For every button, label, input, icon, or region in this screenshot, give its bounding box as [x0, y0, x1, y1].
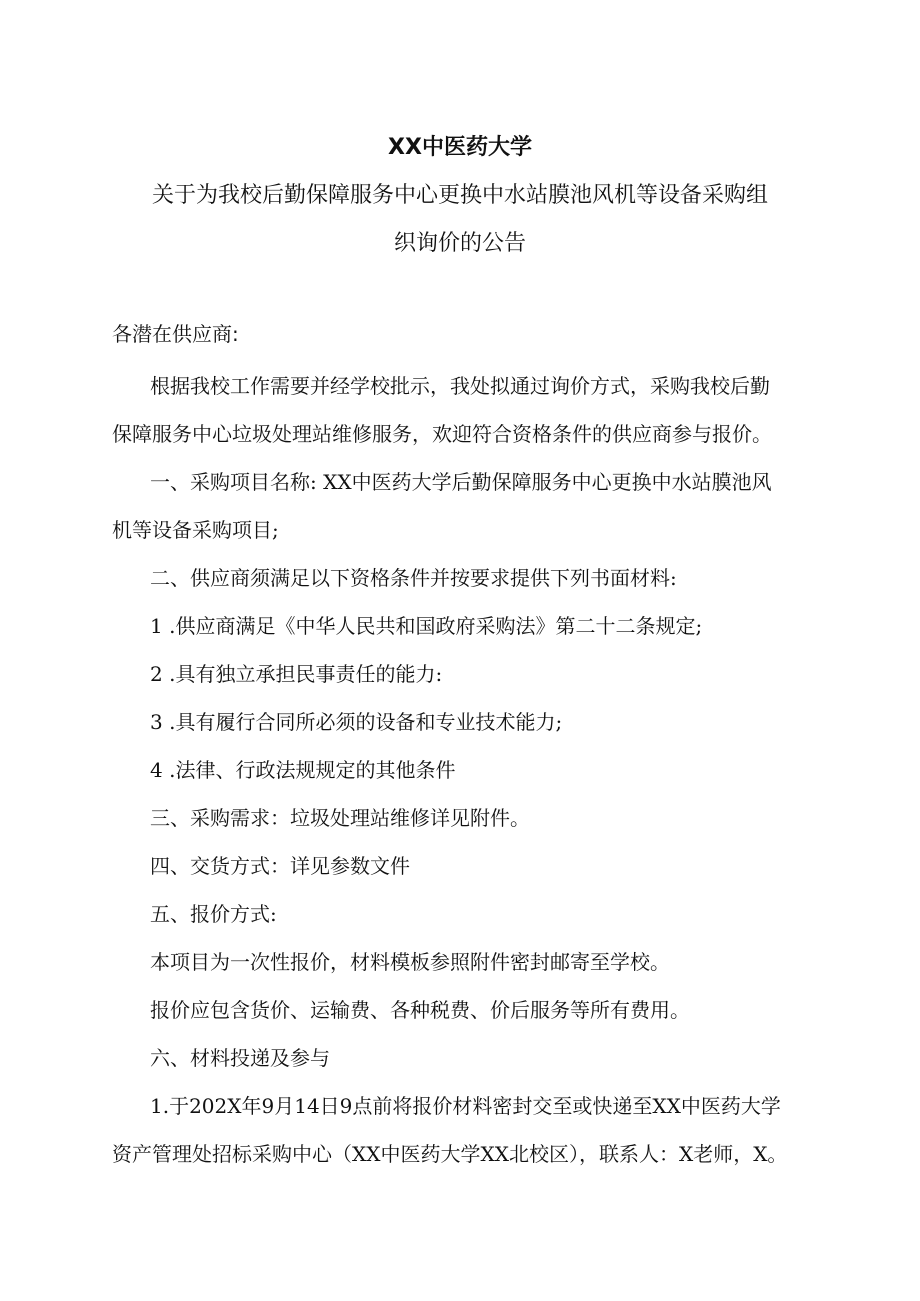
paragraph-line: 资产管理处招标采购中心（XX中医药大学XX北校区），联系人：X老师，X。	[112, 1142, 788, 1166]
paragraph-line: 机等设备采购项目;	[112, 518, 279, 542]
list-item: 1 .供应商满足《中华人民共和国政府采购法》第二十二条规定;	[150, 614, 703, 638]
title-line-3: 织询价的公告	[393, 231, 526, 256]
list-item: 3 .具有履行合同所必须的设备和专业技术能力;	[150, 710, 563, 734]
salutation: 各潜在供应商:	[112, 322, 239, 346]
paragraph-line: 三、采购需求：垃圾处理站维修详见附件。	[150, 806, 530, 830]
paragraph-line: 六、材料投递及参与	[150, 1046, 330, 1070]
paragraph-line: 本项目为一次性报价，材料模板参照附件密封邮寄至学校。	[150, 950, 670, 974]
list-item: 1.于202X年9月14日9点前将报价材料密封交至或快递至XX中医药大学	[150, 1094, 781, 1118]
title-line-1: XX中医药大学	[388, 135, 532, 160]
paragraph-line: 根据我校工作需要并经学校批示，我处拟通过询价方式，采购我校后勤	[150, 374, 770, 398]
paragraph-line: 一、采购项目名称: XX中医药大学后勤保障服务中心更换中水站膜池风	[150, 470, 772, 494]
title-line-2: 关于为我校后勤保障服务中心更换中水站膜池风机等设备采购组	[151, 183, 768, 208]
document-title	[0, 124, 920, 268]
paragraph-line: 保障服务中心垃圾处理站维修服务，欢迎符合资格条件的供应商参与报价。	[112, 422, 772, 446]
paragraph-line: 二、供应商须满足以下资格条件并按要求提供下列书面材料:	[150, 566, 677, 590]
list-item: 2 .具有独立承担民事责任的能力:	[150, 662, 443, 686]
list-item: 4 .法律、行政法规规定的其他条件	[150, 758, 456, 782]
paragraph-line: 四、交货方式：详见参数文件	[150, 854, 410, 878]
paragraph-line: 五、报价方式:	[150, 902, 277, 926]
paragraph-line: 报价应包含货价、运输费、各种税费、价后服务等所有费用。	[150, 998, 690, 1022]
